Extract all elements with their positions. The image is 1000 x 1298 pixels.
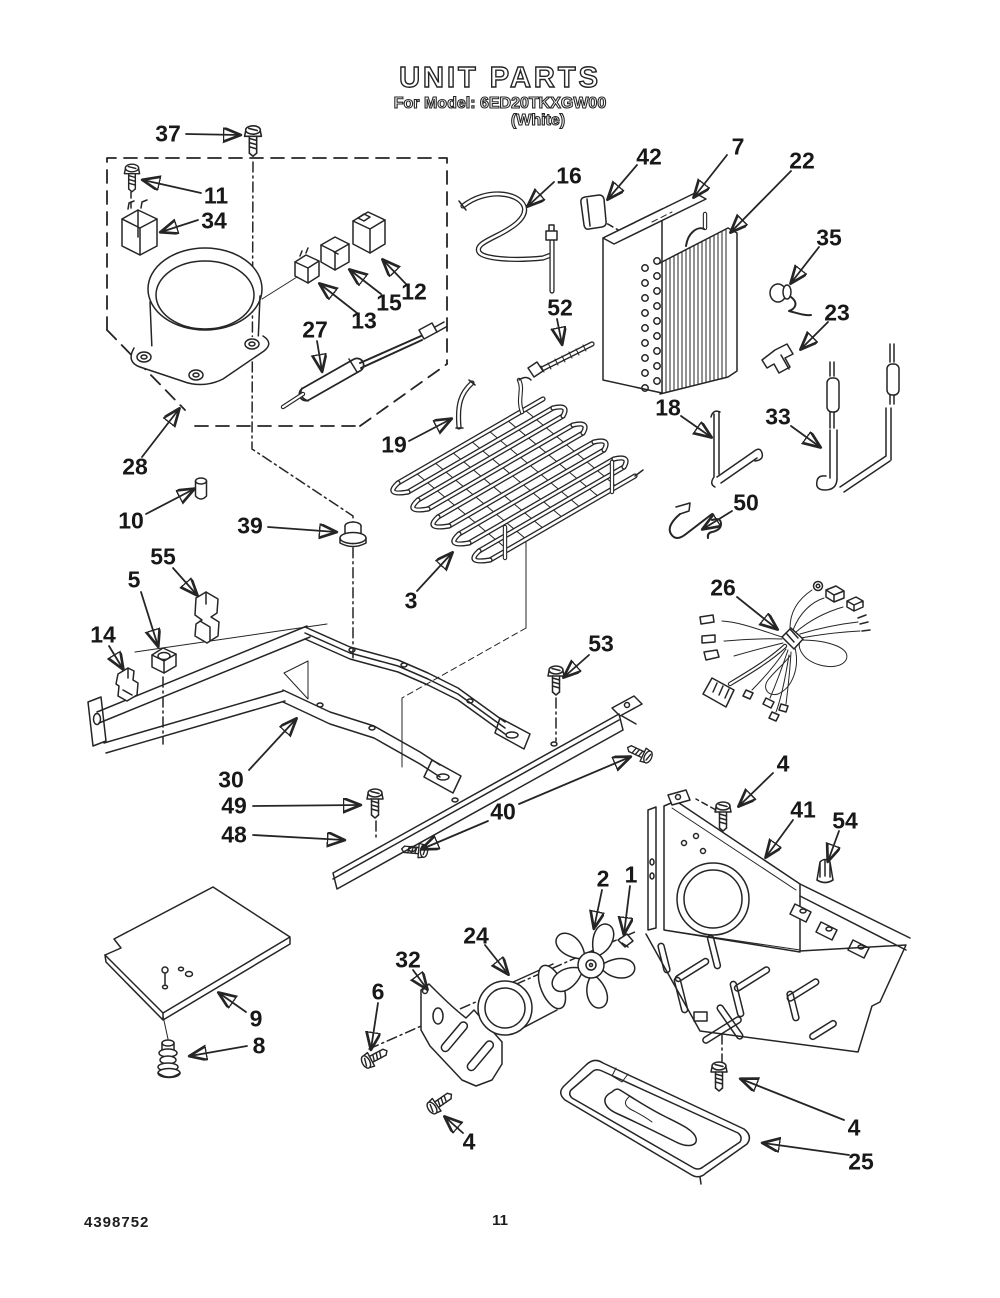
model-line: For Model: 6ED20TKXGW00 bbox=[393, 95, 607, 112]
callout-50: 50 bbox=[733, 489, 759, 516]
callout-37: 37 bbox=[155, 120, 181, 147]
callout-35: 35 bbox=[816, 224, 842, 251]
callout-6: 6 bbox=[371, 978, 385, 1005]
callout-30: 30 bbox=[218, 766, 244, 793]
callout-16: 16 bbox=[556, 162, 582, 189]
callout-8: 8 bbox=[252, 1032, 266, 1059]
callout-52: 52 bbox=[547, 294, 573, 321]
callout-23: 23 bbox=[824, 299, 850, 326]
callout-54: 54 bbox=[832, 807, 858, 834]
callout-41: 41 bbox=[790, 796, 816, 823]
callout-4: 4 bbox=[776, 750, 790, 777]
callout-4: 4 bbox=[847, 1114, 861, 1141]
callout-7: 7 bbox=[731, 133, 745, 160]
callout-39: 39 bbox=[237, 512, 263, 539]
callout-33: 33 bbox=[765, 403, 791, 430]
callout-11: 11 bbox=[203, 182, 229, 209]
callout-28: 28 bbox=[122, 453, 148, 480]
callout-40: 40 bbox=[490, 798, 516, 825]
callout-22: 22 bbox=[789, 147, 815, 174]
callout-2: 2 bbox=[596, 865, 610, 892]
callout-14: 14 bbox=[90, 621, 116, 648]
callout-5: 5 bbox=[127, 566, 141, 593]
callout-24: 24 bbox=[463, 922, 489, 949]
callout-12: 12 bbox=[401, 278, 427, 305]
callout-1: 1 bbox=[624, 861, 638, 888]
callout-3: 3 bbox=[404, 587, 418, 614]
finish-line: (White) bbox=[510, 112, 566, 129]
callout-48: 48 bbox=[221, 821, 247, 848]
callout-25: 25 bbox=[848, 1148, 874, 1175]
callout-34: 34 bbox=[201, 207, 227, 234]
page-number: 11 bbox=[492, 1212, 508, 1229]
callout-26: 26 bbox=[710, 574, 736, 601]
callout-13: 13 bbox=[351, 307, 377, 334]
callout-4: 4 bbox=[462, 1128, 476, 1155]
page-title: UNIT PARTS bbox=[399, 62, 601, 94]
document-number: 4398752 bbox=[84, 1214, 150, 1231]
callout-9: 9 bbox=[249, 1005, 263, 1032]
callout-18: 18 bbox=[655, 394, 681, 421]
callout-15: 15 bbox=[376, 289, 402, 316]
callout-49: 49 bbox=[221, 792, 247, 819]
callout-32: 32 bbox=[395, 946, 421, 973]
callout-19: 19 bbox=[381, 431, 407, 458]
callout-42: 42 bbox=[636, 143, 662, 170]
callout-53: 53 bbox=[588, 630, 614, 657]
callout-55: 55 bbox=[150, 543, 176, 570]
callout-10: 10 bbox=[118, 507, 144, 534]
callout-27: 27 bbox=[302, 316, 328, 343]
